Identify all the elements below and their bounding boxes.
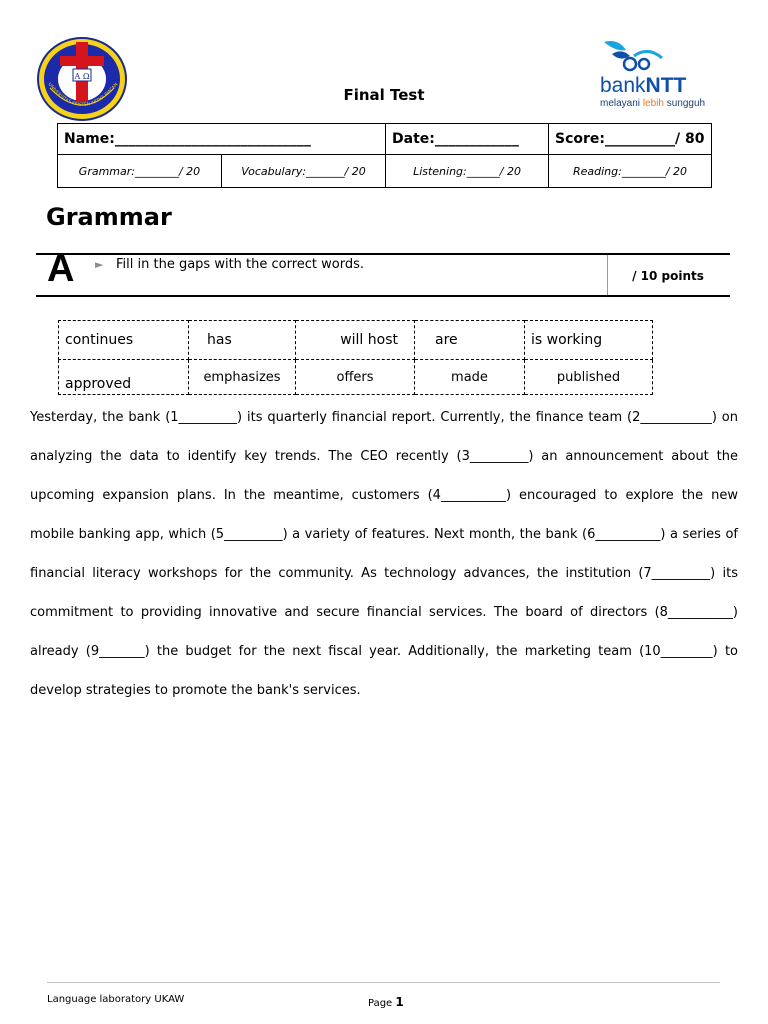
university-logo	[36, 36, 128, 122]
listening-score[interactable]: Listening:______/ 20	[386, 155, 549, 188]
word-bank	[58, 320, 653, 395]
instruction-text: Fill in the gaps with the correct words.	[116, 257, 365, 272]
arrow-icon: ►	[95, 258, 104, 271]
logo-ring-text: UNIVERSITAS KRISTEN ARTHA WACAN	[46, 82, 120, 109]
bank-name: bankNTT	[600, 74, 687, 97]
section-letter: A	[47, 248, 75, 290]
grammar-score[interactable]: Grammar:________/ 20	[58, 155, 222, 188]
score-field[interactable]: Score:__________/ 80	[549, 124, 712, 155]
section-heading: Grammar	[46, 203, 172, 231]
page-title: Final Test	[343, 86, 425, 104]
word-bank-item: emphasizes	[189, 360, 296, 395]
word-bank-item: approved	[59, 360, 189, 395]
word-bank-item: has	[189, 321, 296, 360]
section-top-rule	[36, 253, 730, 255]
page-number: Page 1	[368, 995, 404, 1009]
reading-score[interactable]: Reading:________/ 20	[549, 155, 712, 188]
word-bank-item: will host	[296, 321, 415, 360]
score-table	[57, 123, 712, 188]
word-bank-item: published	[525, 360, 653, 395]
logo-symbols: A Ω	[74, 72, 90, 81]
date-field[interactable]: Date:____________	[386, 124, 549, 155]
word-bank-item: are	[415, 321, 525, 360]
bank-tagline: melayani lebih sungguh	[600, 98, 706, 109]
exercise-paragraph: Yesterday, the bank (1_________) its quarterly financial report. Currently, the finance team (2___________) on analyzing the data to identify key trends. The CEO recently (3_________) an announcement about the upcoming expansion plans. In the meantime, customers (4__________) encouraged to explore the new mobile banking app, which (5_________) a variety of features. Next month, the bank (6__________) a series of financial literacy workshops for the community. As technology advances, the institution (7_________) its commitment to providing innovative and secure financial services. The board of directors (8__________) already (9_______) the budget for the next fiscal year. Additionally, the marketing team (10________) to develop strategies to promote the bank's services.	[30, 410, 738, 698]
word-bank-item: is working	[525, 321, 653, 360]
footer-label: Language laboratory UKAW	[47, 994, 185, 1005]
footer-divider	[47, 982, 720, 983]
section-points: / 10 points	[632, 269, 704, 283]
word-bank-item: continues	[59, 321, 189, 360]
vocabulary-score[interactable]: Vocabulary:_______/ 20	[222, 155, 386, 188]
name-field[interactable]: Name:____________________________	[58, 124, 386, 155]
section-bottom-rule	[36, 295, 730, 297]
butterfly-icon	[600, 38, 670, 74]
word-bank-item: made	[415, 360, 525, 395]
word-bank-item: offers	[296, 360, 415, 395]
